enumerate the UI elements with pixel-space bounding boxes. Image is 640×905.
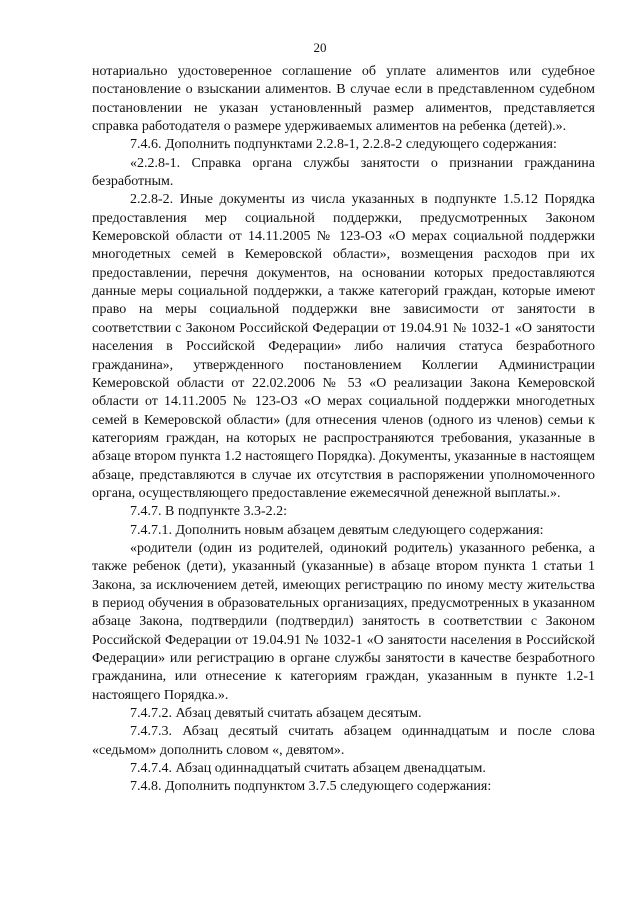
paragraph-alimony-tail: нотариально удостоверенное соглашение об уплате алиментов или судебное постановление о взыскании алиментов. В случае если в представленном судебном постановлении не указан установленный размер алиментов, представляется справка работодателя о размере удерживаемых алиментов на ребенка (детей).».: [92, 64, 595, 135]
paragraph-7-4-7-1: 7.4.7.1. Дополнить новым абзацем девятым следующего содержания:: [130, 522, 544, 538]
paragraph-7-4-8: 7.4.8. Дополнить подпунктом 3.7.5 следующего содержания:: [130, 779, 492, 795]
paragraph-2-2-8-2: 2.2.8-2. Иные документы из числа указанных в подпункте 1.5.12 Порядка предоставления мер социальной поддержки, предусмотренных Законом Кемеровской области от 14.11.2005 № 123-ОЗ «О мерах социальной поддержки многодетных семей в Кемеровской области», возмещения расходов при их предоставлении, перечня документов, на основании которых предоставляются данные меры социальной поддержки, а также категорий граждан, которые имеют право на меры социальной поддержки вне зависимости от занятости в соответствии с Законом Российской Федерации от 19.04.91 № 1032-1 «О занятости населения в Российской Федерации» либо наличия статуса безработного гражданина», утвержденного постановлением Коллегии Администрации Кемеровской области от 22.02.2006 № 53 «О реализации Закона Кемеровской области от 14.11.2005 № 123-ОЗ «О мерах социальной поддержки многодетных семей в Кемеровской области» (для отнесения членов (одного из членов) семьи к категориям граждан, на которых не распространяются требования, указанные в абзаце втором пункта 1.2 настоящего Порядка). Документы, указанные в настоящем абзаце, представляются в случае их отсутствия в распоряжении уполномоченного органа, осуществляющего предоставление ежемесячной денежной выплаты.».: [92, 192, 595, 501]
paragraph-7-4-7: 7.4.7. В подпункте 3.3-2.2:: [130, 504, 288, 520]
paragraph-7-4-6: 7.4.6. Дополнить подпунктами 2.2.8-1, 2.2.8-2 следующего содержания:: [130, 137, 557, 153]
page-number: 20: [313, 40, 327, 55]
document-body: [92, 63, 595, 797]
paragraph-7-4-7-2: 7.4.7.2. Абзац девятый считать абзацем десятым.: [130, 706, 422, 722]
paragraph-7-4-7-3: 7.4.7.3. Абзац десятый считать абзацем одиннадцатым и после слова «седьмом» дополнить словом «, девятом».: [92, 724, 595, 758]
paragraph-quoted-parents: «родители (один из родителей, одинокий родитель) указанного ребенка, а также ребенок (дети), указанный (указанные) в абзаце втором пункта 1 статьи 1 Закона, за исключением детей, имеющих регистрацию по иному месту жительства в период обучения в образовательных организациях, предусмотренных в указанном абзаце Закона, подтвердили (подтвердил) занятость в соответствии с Законом Российской Федерации от 19.04.91 № 1032-1 «О занятости населения в Российской Федерации» или регистрацию в органе службы занятости в качестве безработного гражданина, или отнесение к категориям граждан, указанным в пункте 1.2-1 настоящего Порядка.».: [92, 540, 595, 703]
paragraph-2-2-8-1: «2.2.8-1. Справка органа службы занятости о признании гражданина безработным.: [92, 155, 595, 190]
paragraph-7-4-7-4: 7.4.7.4. Абзац одиннадцатый считать абзацем двенадцатым.: [130, 761, 486, 777]
